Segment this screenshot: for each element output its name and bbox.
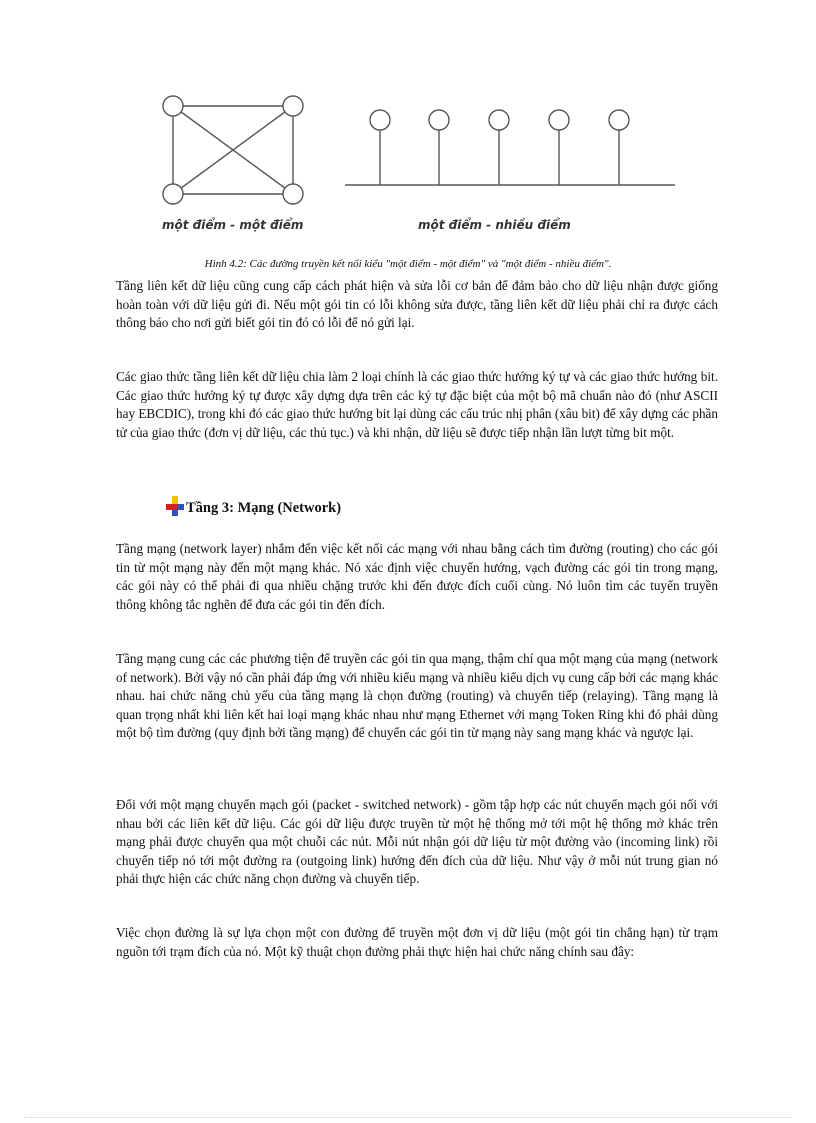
paragraph-protocol-types: Các giao thức tầng liên kết dữ liệu chia làm 2 loại chính là các giao thức hướng ký tự và các giao thức hướng bit. Các giao thức hướng ký tự được xây dựng dựa trên các ký tự đặc biệt của một bộ mã chuẩn nào đó (như ASCII hay EBCDIC), trong khi đó các giao thức hướng bit lại dùng các cấu trúc nhị phân (xâu bit) để xây dựng các phần tử của giao thức (đơn vị dữ liệu, các thủ tục.) và khi nhận, dữ liệu sẽ được tiếp nhận lần lượt từng bit một. [116, 369, 718, 440]
bus-node-1 [370, 110, 390, 130]
node-bottom-right [283, 184, 303, 204]
node-top-right [283, 96, 303, 116]
bullet-icon [166, 496, 186, 516]
node-bottom-left [163, 184, 183, 204]
bus-node-4 [549, 110, 569, 130]
paragraph-packet-switched: Đối với một mạng chuyển mạch gói (packet - switched network) - gồm tập hợp các nút chuyển mạch gói nối với nhau bởi các liên kết dữ liệu. Các gói dữ liệu được truyền từ một hệ thống mở tới một hệ thống mở khác trên mạng phải được chuyển qua một chuỗi các nút. Mỗi nút nhận gói dữ liệu từ một đường vào (incoming link) rồi chuyển tiếp nó tới một đường ra (outgoing link) hướng đến đích của dữ liệu. Như vậy ở mỗi nút trung gian nó phải thực hiện các chức năng chọn đường và chuyển tiếp. [116, 797, 718, 887]
bus-node-2 [429, 110, 449, 130]
page-bottom-divider [24, 1117, 792, 1118]
label-multipoint: một điểm - nhiều điểm [418, 218, 571, 232]
section-heading-network-layer: Tầng 3: Mạng (Network) [186, 500, 342, 516]
label-point-to-point: một điểm - một điểm [162, 218, 304, 232]
paragraph-routing: Việc chọn đường là sự lựa chọn một con đường để truyền một đơn vị dữ liệu (một gói tin chẳng hạn) từ trạm nguồn tới trạm đích của nó. Một kỹ thuật chọn đường phải thực hiện hai chức năng chính sau đây: [116, 925, 718, 959]
topology-diagram [150, 85, 690, 215]
paragraph-network-layer: Tầng mạng (network layer) nhắm đến việc kết nối các mạng với nhau bằng cách tìm đường (routing) cho các gói tin từ một mạng này đến một mạng khác. Nó xác định việc chuyển hướng, vạch đường các gói tin trong mạng, các gói này có thể phải đi qua nhiều chặng trước khi đến được đích cuối cùng. Nó luôn tìm các tuyến truyền thông không tắc nghẽn để đưa các gói tin đến đích. [116, 541, 718, 612]
node-top-left [163, 96, 183, 116]
bus-node-3 [489, 110, 509, 130]
paragraph-network-functions: Tầng mạng cung các các phương tiện để truyền các gói tin qua mạng, thậm chí qua một mạng của mạng (network of network). Bởi vậy nó cần phải đáp ứng với nhiều kiểu mạng và nhiều kiểu dịch vụ cung cấp bởi các mạng khác nhau. hai chức năng chủ yếu của tầng mạng là chọn đường (routing) và chuyển tiếp (relaying). Tầng mạng là quan trọng nhất khi liên kết hai loại mạng khác nhau như mạng Ethernet với mạng Token Ring khi đó phải dùng một bộ tìm đường (quy định bởi tầng mạng) để chuyển các gói tin từ mạng này sang mạng khác và ngược lại. [116, 651, 718, 741]
network-topology-figure [150, 85, 690, 245]
figure-caption: Hình 4.2: Các đường truyền kết nối kiểu "một điểm - một điểm" và "một điểm - nhiều điểm". [204, 258, 612, 270]
bus-node-5 [609, 110, 629, 130]
paragraph-error-detection: Tầng liên kết dữ liệu cũng cung cấp cách phát hiện và sửa lỗi cơ bản để đảm bảo cho dữ liệu nhận được giống hoàn toàn với dữ liệu gửi đi. Nếu một gói tin có lỗi không sửa được, tầng liên kết dữ liệu phải chỉ ra được cách thông báo cho nơi gửi biết gói tin đó có lỗi để nó gửi lại. [116, 278, 718, 331]
